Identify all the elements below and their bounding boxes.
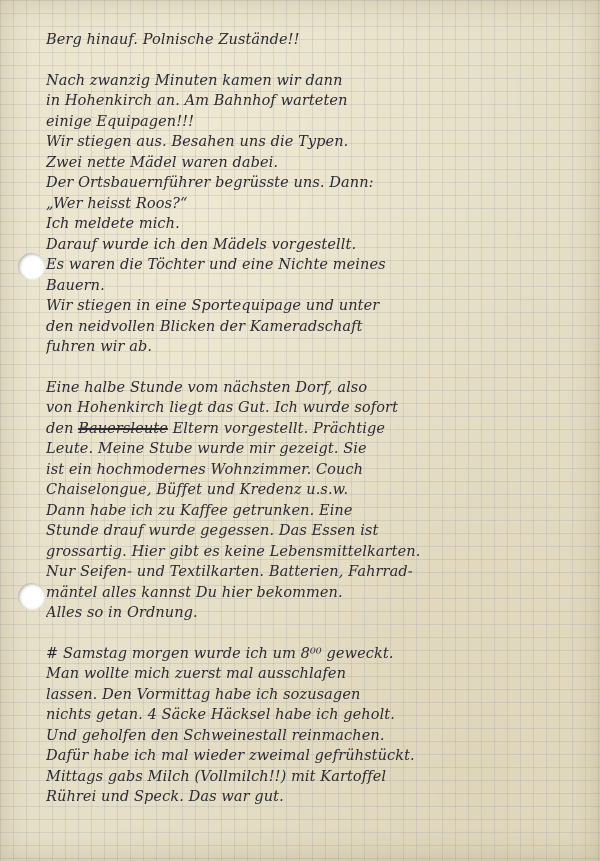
text-line-with-strikethrough [46, 419, 586, 440]
paragraph-gap [46, 624, 586, 644]
punch-hole [18, 583, 45, 610]
text-line: einige Equipagen!!! [46, 113, 195, 130]
text-line: Alles so in Ordnung. [46, 605, 198, 621]
text-line: nichts getan. 4 Säcke Häcksel habe ich geholt. [46, 707, 395, 723]
letter-heading: Berg hinauf. Polnische Zustände!! [46, 32, 300, 48]
paragraph-3 [46, 644, 586, 808]
text-line: Man wollte mich zuerst mal ausschlafen [46, 666, 347, 682]
text-line: Dann habe ich zu Kaffee getrunken. Eine [46, 502, 353, 519]
text-line: Der Ortsbauernführer begrüsste uns. Dann: [46, 175, 374, 191]
text-line: grossartig. Hier gibt es keine Lebensmittelkarten. [46, 543, 421, 560]
text-line: Eine halbe Stunde vom nächsten Dorf, also [46, 379, 368, 396]
text-line: Und geholfen den Schweinestall reinmachen. [46, 727, 385, 744]
punch-hole [18, 253, 45, 280]
text-line: Es waren die Töchter und eine Nichte meines [46, 257, 386, 273]
struck-out-word: Bauersleute [78, 420, 168, 437]
text-line: „Wer heisst Roos?“ [46, 195, 188, 212]
text-fragment: Prächtige [313, 420, 386, 437]
text-line: den neidvollen Blicken der Kameradschaft [46, 318, 363, 335]
text-line: Mittags gabs Milch (Vollmilch!!) mit Kartoffel [46, 768, 387, 785]
text-line: Bauern. [46, 277, 105, 294]
text-line: Chaiselongue, Büffet und Kredenz u.s.w. [46, 482, 349, 498]
text-line: Nach zwanzig Minuten kamen wir dann [46, 72, 343, 89]
text-line: von Hohenkirch liegt das Gut. Ich wurde sofort [46, 400, 399, 416]
paragraph-1 [46, 71, 586, 358]
paragraph-2 [46, 378, 586, 624]
text-fragment: Eltern vorgestellt. [172, 420, 309, 437]
text-line: Ich meldete mich. [46, 216, 180, 232]
handwritten-text [46, 30, 586, 808]
text-line: fuhren wir ab. [46, 339, 153, 355]
text-line: ist ein hochmodernes Wohnzimmer. Couch [46, 461, 364, 478]
text-line: in Hohenkirch an. Am Bahnhof warteten [46, 93, 348, 109]
text-line: Leute. Meine Stube wurde mir gezeigt. Sie [46, 441, 367, 457]
text-line: Nur Seifen- und Textilkarten. Batterien, Fahrrad- [46, 564, 413, 580]
text-line: Stunde drauf wurde gegessen. Das Essen ist [46, 523, 379, 539]
paragraph-gap [46, 358, 586, 378]
text-line: mäntel alles kannst Du hier bekommen. [46, 584, 343, 601]
text-line: Darauf wurde ich den Mädels vorgestellt. [46, 236, 357, 253]
paragraph-gap [46, 51, 586, 71]
text-line: # Samstag morgen wurde ich um 8⁰⁰ geweckt. [46, 645, 394, 662]
text-line: Rührei und Speck. Das war gut. [46, 789, 284, 805]
text-line: lassen. Den Vormittag habe ich sozusagen [46, 686, 361, 703]
text-line: Dafür habe ich mal wieder zweimal gefrühstückt. [46, 748, 415, 764]
text-fragment: den [46, 420, 74, 437]
text-line: Wir stiegen aus. Besahen uns die Typen. [46, 134, 349, 150]
text-line: Zwei nette Mädel waren dabei. [46, 154, 279, 171]
text-line: Wir stiegen in eine Sportequipage und unter [46, 298, 380, 314]
